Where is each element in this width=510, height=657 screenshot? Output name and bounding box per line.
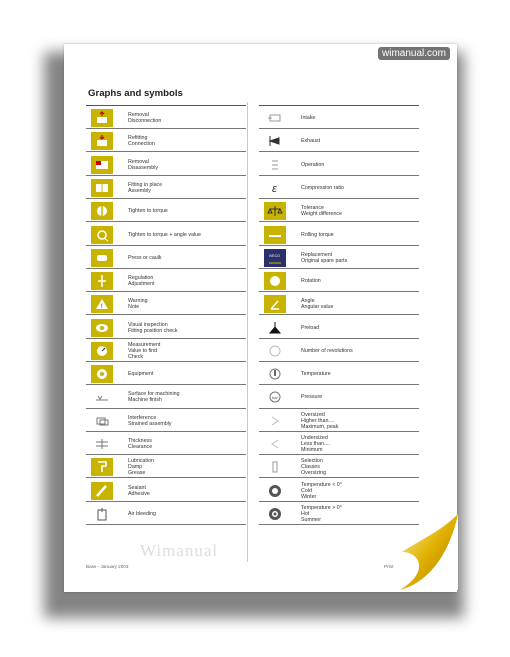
bleeding-icon [91, 505, 113, 523]
svg-text:ε: ε [272, 182, 277, 195]
symbol-label-line: Exhaust [301, 138, 321, 145]
symbol-label-line: Selection [301, 458, 323, 465]
symbol-label-line: Rotation [301, 278, 321, 285]
symbol-row [86, 271, 246, 292]
symbol-label-line: Temperature [301, 371, 331, 378]
angle-icon [264, 295, 286, 313]
symbol-label [301, 115, 315, 121]
symbol-label [301, 298, 333, 310]
symbol-row [259, 155, 419, 176]
symbol-label [301, 252, 347, 264]
svg-text:bar: bar [272, 395, 278, 401]
symbol-label-line: Tolerance [301, 205, 324, 212]
symbol-row [86, 411, 246, 432]
symbol-label-line: Minimum [301, 447, 323, 454]
page-curl [380, 512, 460, 592]
greater-than-icon [264, 412, 286, 430]
machining-icon [91, 388, 113, 406]
symbol-label-line: Strained assembly [128, 420, 172, 427]
symbol-label [128, 391, 180, 403]
spare-parts-icon [264, 249, 286, 267]
symbol-label-line: Tighten to torque + angle value [128, 231, 201, 238]
symbol-label-line: Visual inspection [128, 321, 168, 328]
symbol-label [301, 482, 342, 500]
symbol-label [128, 255, 162, 261]
symbol-label [301, 325, 319, 331]
symbol-label-line: Undersized [301, 435, 328, 442]
symbol-row [86, 294, 246, 315]
symbol-label [128, 371, 153, 377]
left-symbol-column [86, 105, 246, 527]
torque-icon [91, 202, 113, 220]
symbol-label-line: Rolling torque [301, 231, 334, 238]
symbol-label [301, 162, 324, 168]
symbol-label-line: Damp [128, 464, 143, 471]
column-divider [247, 102, 248, 562]
brand-watermark: Wimanual [140, 541, 219, 560]
symbol-label [128, 135, 155, 147]
symbol-label-line: Surface for machining [128, 391, 180, 398]
svg-text:IVECO: IVECO [269, 253, 280, 258]
symbol-label [128, 511, 156, 517]
symbol-label-line: Adjustment [128, 281, 155, 288]
symbol-label-line: Machine finish [128, 397, 162, 404]
right-symbol-column [259, 105, 419, 527]
symbol-row [86, 224, 246, 245]
symbol-row [259, 271, 419, 292]
symbol-label-line: Sealant [128, 484, 146, 491]
warning-icon [91, 295, 113, 313]
symbol-row [259, 434, 419, 455]
symbol-row [86, 131, 246, 152]
svg-text:!: ! [101, 304, 103, 311]
tolerance-icon [264, 202, 286, 220]
symbol-row [86, 434, 246, 455]
symbol-label [128, 275, 155, 287]
document-page [64, 44, 457, 592]
symbol-label-line: Measurement [128, 341, 161, 348]
symbol-row [86, 364, 246, 385]
symbol-label-line: Press or caulk [128, 254, 162, 261]
symbol-label-line: Check [128, 353, 144, 360]
symbol-label-line: Temperature < 0° [301, 481, 342, 488]
symbol-row [259, 131, 419, 152]
hot-icon [264, 505, 286, 523]
operation-icon [264, 156, 286, 174]
symbol-label-line: Warning [128, 298, 148, 305]
symbol-label-line: Less than.... [301, 441, 330, 448]
lubrication-icon [91, 458, 113, 476]
symbol-label-line: Summer [301, 516, 322, 523]
temperature-icon [264, 365, 286, 383]
symbol-label-line: Interference [128, 414, 157, 421]
symbol-label [301, 278, 321, 284]
symbol-label [301, 185, 344, 191]
symbol-label-line: Regulation [128, 275, 154, 282]
symbol-label [301, 205, 342, 217]
symbol-row [259, 224, 419, 245]
refitting-icon [91, 132, 113, 150]
symbol-label [128, 112, 161, 124]
intake-icon [264, 109, 286, 127]
symbol-row [86, 504, 246, 525]
symbol-label-line: Pressure [301, 394, 323, 401]
symbol-label-line: Angle [301, 298, 315, 305]
symbol-label-line: Higher than.... [301, 417, 335, 424]
symbol-label [128, 458, 154, 476]
site-watermark: wimanual.com [378, 47, 450, 60]
symbol-label-line: Disassembly [128, 164, 159, 171]
symbol-label [128, 182, 162, 194]
symbol-label [301, 435, 330, 453]
rotation-icon [264, 272, 286, 290]
header-rule [259, 105, 419, 106]
symbol-row [259, 481, 419, 502]
symbol-label [301, 412, 338, 430]
symbol-row [259, 201, 419, 222]
symbol-label-line: Oversized [301, 411, 325, 418]
symbol-label-line: Value to find [128, 347, 158, 354]
equipment-icon [91, 365, 113, 383]
pressure-icon [264, 388, 286, 406]
symbol-label-line: Connection [128, 141, 155, 148]
symbol-label-line: Note [128, 304, 140, 311]
symbol-label-line: Weight difference [301, 211, 343, 218]
assembly-icon [91, 179, 113, 197]
symbol-label-line: Tighten to torque [128, 208, 168, 215]
symbol-label-line: Angular value [301, 304, 334, 311]
symbol-label [128, 322, 177, 334]
measurement-icon [91, 342, 113, 360]
symbol-label-line: Assembly [128, 187, 151, 194]
less-than-icon [264, 435, 286, 453]
revolutions-icon [264, 342, 286, 360]
symbol-label-line: Intake [301, 115, 316, 122]
rolling-torque-icon [264, 226, 286, 244]
symbol-label-line: Lubrication [128, 458, 154, 465]
symbol-label [128, 232, 201, 238]
interference-icon [91, 412, 113, 430]
symbol-row [259, 341, 419, 362]
symbol-row [86, 481, 246, 502]
page-title: Graphs and symbols [88, 88, 183, 99]
symbol-row [86, 341, 246, 362]
symbol-label [128, 208, 168, 214]
symbol-label-line: Disconnection [128, 118, 162, 125]
symbol-label [128, 342, 160, 360]
symbol-row [259, 457, 419, 478]
symbol-label-line: Fitting position check [128, 327, 178, 334]
symbol-label-line: Original spare parts [301, 257, 348, 264]
cold-icon [264, 482, 286, 500]
press-icon [91, 249, 113, 267]
symbol-row [86, 178, 246, 199]
symbol-label-line: Number of revolutions [301, 347, 353, 354]
inspection-icon [91, 319, 113, 337]
symbol-label-line: Refitting [128, 135, 148, 142]
preload-icon [264, 319, 286, 337]
symbol-row [259, 248, 419, 269]
footer-right: Print [384, 564, 394, 569]
symbol-label [301, 371, 331, 377]
symbol-label-line: Winter [301, 493, 317, 500]
regulation-icon [91, 272, 113, 290]
symbol-label-line: Clearance [128, 444, 153, 451]
symbol-label-line: Maximum, peak [301, 423, 339, 430]
symbol-row [259, 178, 419, 199]
symbol-label-line: Hot [301, 510, 310, 517]
symbol-label-line: Cold [301, 487, 312, 494]
symbol-label [128, 485, 150, 497]
symbol-label-line: Removal [128, 158, 149, 165]
thickness-icon [91, 435, 113, 453]
symbol-label [301, 505, 342, 523]
symbol-row [259, 364, 419, 385]
symbol-label [301, 232, 334, 238]
symbol-row [259, 108, 419, 129]
symbol-label [128, 438, 152, 450]
symbol-label-line: Grease [128, 470, 146, 477]
disassembly-icon [91, 156, 113, 174]
symbol-label-line: Replacement [301, 251, 333, 258]
symbol-label-line: Adhesive [128, 490, 150, 497]
symbol-label-line: Air bleeding [128, 510, 156, 517]
symbol-label-line: Temperature > 0° [301, 504, 342, 511]
symbol-row [86, 457, 246, 478]
symbol-label-line: Compression ratio [301, 184, 344, 191]
symbol-label-line: Thickness [128, 438, 152, 445]
symbol-row [86, 108, 246, 129]
exhaust-icon [264, 132, 286, 150]
selection-icon [264, 458, 286, 476]
header-rule [86, 105, 246, 106]
symbol-label [301, 458, 326, 476]
symbol-label [128, 298, 148, 310]
symbol-row [259, 294, 419, 315]
symbol-label [301, 348, 353, 354]
symbol-label [301, 394, 322, 400]
symbol-row [86, 318, 246, 339]
symbol-row [86, 201, 246, 222]
symbol-label-line: Classes [301, 464, 320, 471]
symbol-label [301, 138, 320, 144]
symbol-row [259, 387, 419, 408]
symbol-row [86, 155, 246, 176]
symbol-label-line: Preload [301, 324, 320, 331]
symbol-row [259, 411, 419, 432]
symbol-label-line: Equipment [128, 371, 154, 378]
footer-left: Base - January 2003 [86, 564, 129, 569]
symbol-label [128, 159, 158, 171]
symbol-label [128, 415, 172, 427]
symbol-label-line: Removal [128, 112, 149, 119]
symbol-row [86, 387, 246, 408]
symbol-row [86, 248, 246, 269]
sealant-icon [91, 482, 113, 500]
symbol-label-line: Fitting in place [128, 181, 163, 188]
torque-angle-icon [91, 226, 113, 244]
compression-ratio-icon [264, 179, 286, 197]
removal-icon [91, 109, 113, 127]
symbol-row [259, 318, 419, 339]
symbol-label-line: Oversizing [301, 470, 327, 477]
symbol-label-line: Operation [301, 161, 325, 168]
